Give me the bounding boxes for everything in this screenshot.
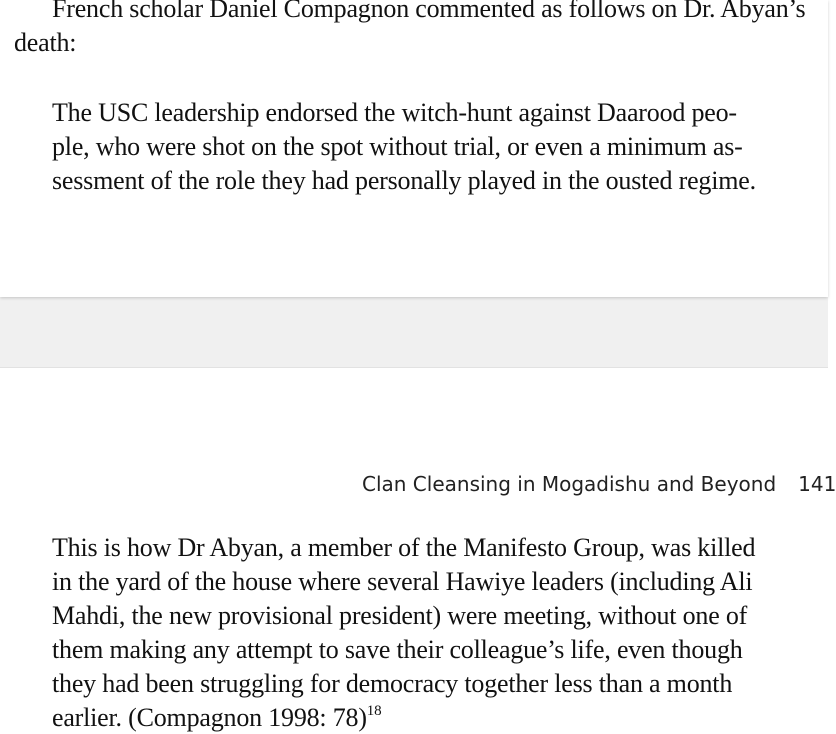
quote-line: sessment of the role they had personally played in the ousted regime. [52,166,756,195]
running-header-title: Clan Cleansing in Mogadishu and Beyond [362,472,777,496]
running-header [362,471,836,497]
page-separator [0,297,828,368]
citation-text: earlier. (Compagnon 1998: 78) [52,703,367,732]
quote-line: Mahdi, the new provisional president) were meeting, without one of [52,601,748,630]
intro-line: death: [14,28,77,57]
quote-line: The USC leadership endorsed the witch-hunt against Daarood peo- [52,98,737,127]
quote-line: they had been struggling for democracy together less than a month [52,669,733,698]
quote-line: This is how Dr Abyan, a member of the Manifesto Group, was killed [52,533,756,562]
quote-line-last [52,701,381,734]
footnote-marker[interactable]: 18 [366,703,382,719]
quote-line: in the yard of the house where several Hawiye leaders (including Ali [52,567,753,596]
quote-line: ple, who were shot on the spot without trial, or even a minimum as- [52,132,743,161]
upper-page [0,0,828,297]
page-number: 141 [798,472,836,496]
quote-line: them making any attempt to save their colleague’s life, even though [52,635,743,664]
intro-line: French scholar Daniel Compagnon commented as follows on Dr. Abyan’s [52,0,806,23]
